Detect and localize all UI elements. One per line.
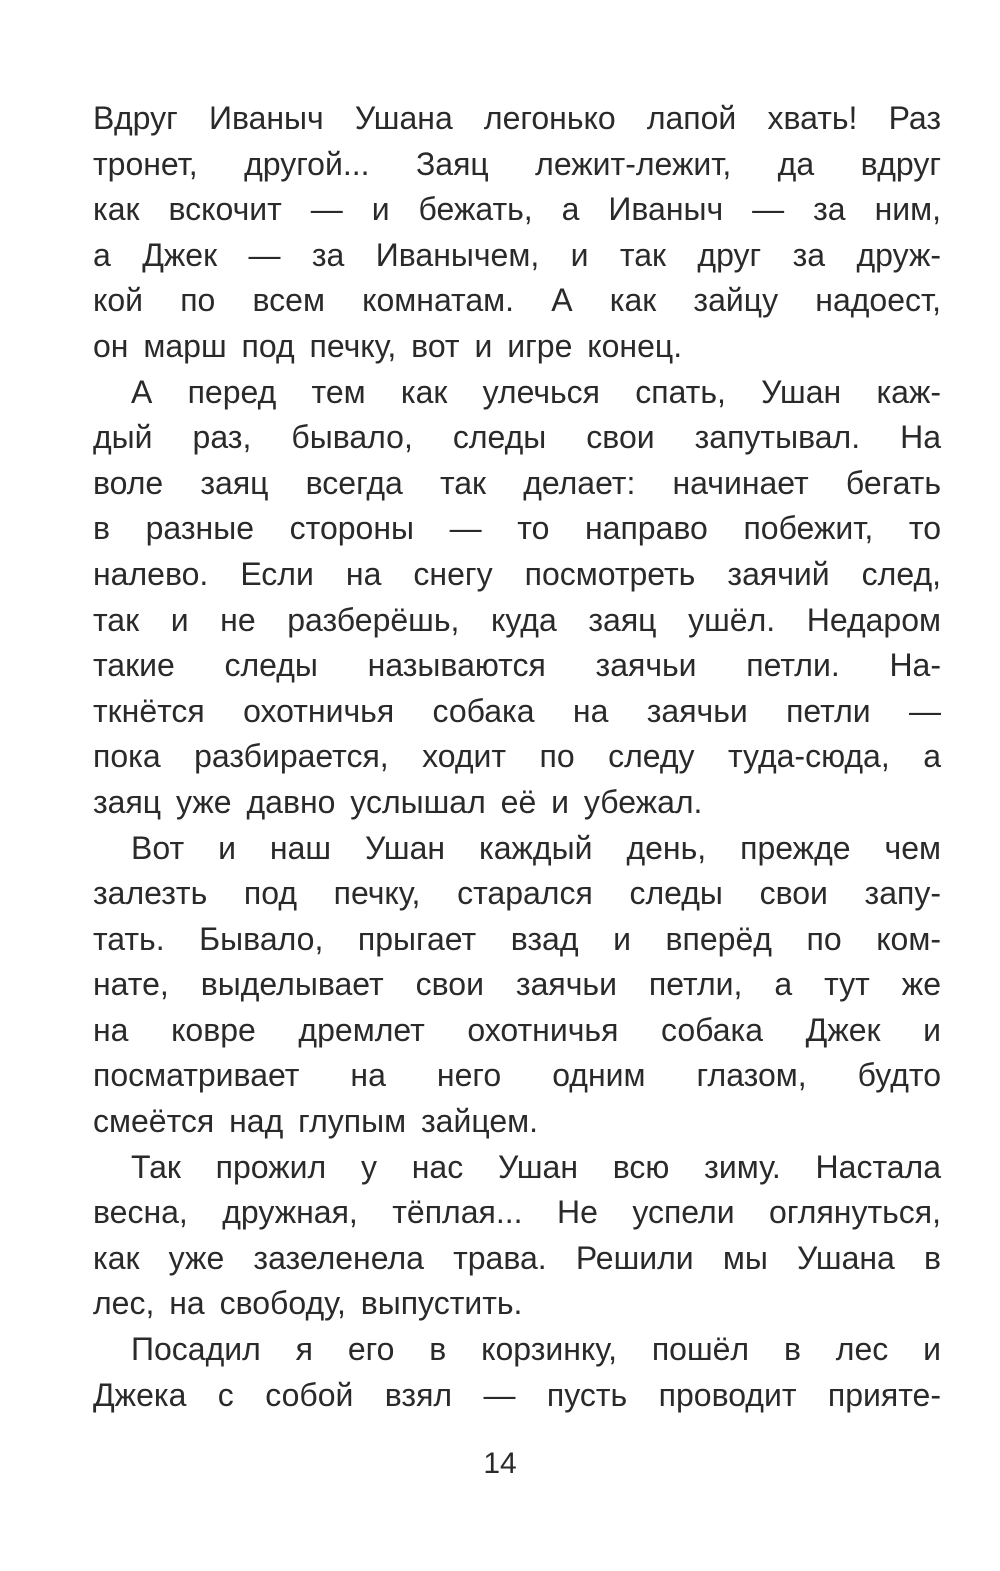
text-line: ткнётся охотничья собака на заячьи петли — [93, 692, 941, 729]
text-line: так и не разберёшь, куда заяц ушёл. Недаром [93, 601, 941, 638]
text-line: весна, дружная, тёплая... Не успели оглянуться, [93, 1194, 941, 1231]
text-line: на ковре дремлет охотничья собака Джек и [93, 1011, 941, 1048]
page-number: 14 [483, 1447, 517, 1480]
text-line: Вдруг Иваныч Ушана легонько лапой хвать! Раз [93, 100, 941, 136]
text-line: Так прожил у нас Ушан всю зиму. Настала [131, 1148, 941, 1185]
text-line: воле заяц всегда так делает: начинает бегать [93, 464, 941, 501]
text-line: посматривает на него одним глазом, будто [93, 1057, 941, 1094]
text-line: кой по всем комнатам. А как зайцу надоест, [93, 282, 941, 319]
text-line: лес, на свободу, выпустить. [93, 1285, 523, 1322]
text-line: Вот и наш Ушан каждый день, прежде чем [131, 829, 941, 866]
text-line: смеётся над глупым зайцем. [93, 1103, 538, 1140]
text-line: Посадил я его в корзинку, пошёл в лес и [131, 1331, 941, 1368]
text-line: Джека с собой взял — пусть проводит прияте- [93, 1376, 941, 1413]
text-line: налево. Если на снегу посмотреть заячий след, [93, 555, 941, 592]
text-line: залезть под печку, старался следы свои запу- [93, 875, 941, 912]
text-line: нате, выделывает свои заячьи петли, а тут же [93, 966, 941, 1003]
text-line: тронет, другой... Заяц лежит-лежит, да вдруг [93, 145, 941, 182]
text-line: а Джек — за Иванычем, и так друг за друж- [93, 236, 941, 273]
text-line: как уже зазеленела трава. Решили мы Ушана в [93, 1239, 941, 1276]
text-line: дый раз, бывало, следы свои запутывал. На [93, 419, 941, 456]
text-line: такие следы называются заячьи петли. На- [93, 647, 941, 684]
text-line: пока разбирается, ходит по следу туда-сюда, а [93, 738, 941, 775]
story-text [93, 96, 941, 1418]
text-line: как вскочит — и бежать, а Иваныч — за ним, [93, 191, 941, 228]
text-line: тать. Бывало, прыгает взад и вперёд по ком- [93, 920, 941, 957]
text-line: заяц уже давно услышал её и убежал. [93, 783, 703, 820]
text-line: А перед тем как улечься спать, Ушан каж- [131, 373, 941, 410]
text-line: он марш под печку, вот и игре конец. [93, 327, 683, 364]
text-line: в разные стороны — то направо побежит, то [93, 510, 941, 547]
